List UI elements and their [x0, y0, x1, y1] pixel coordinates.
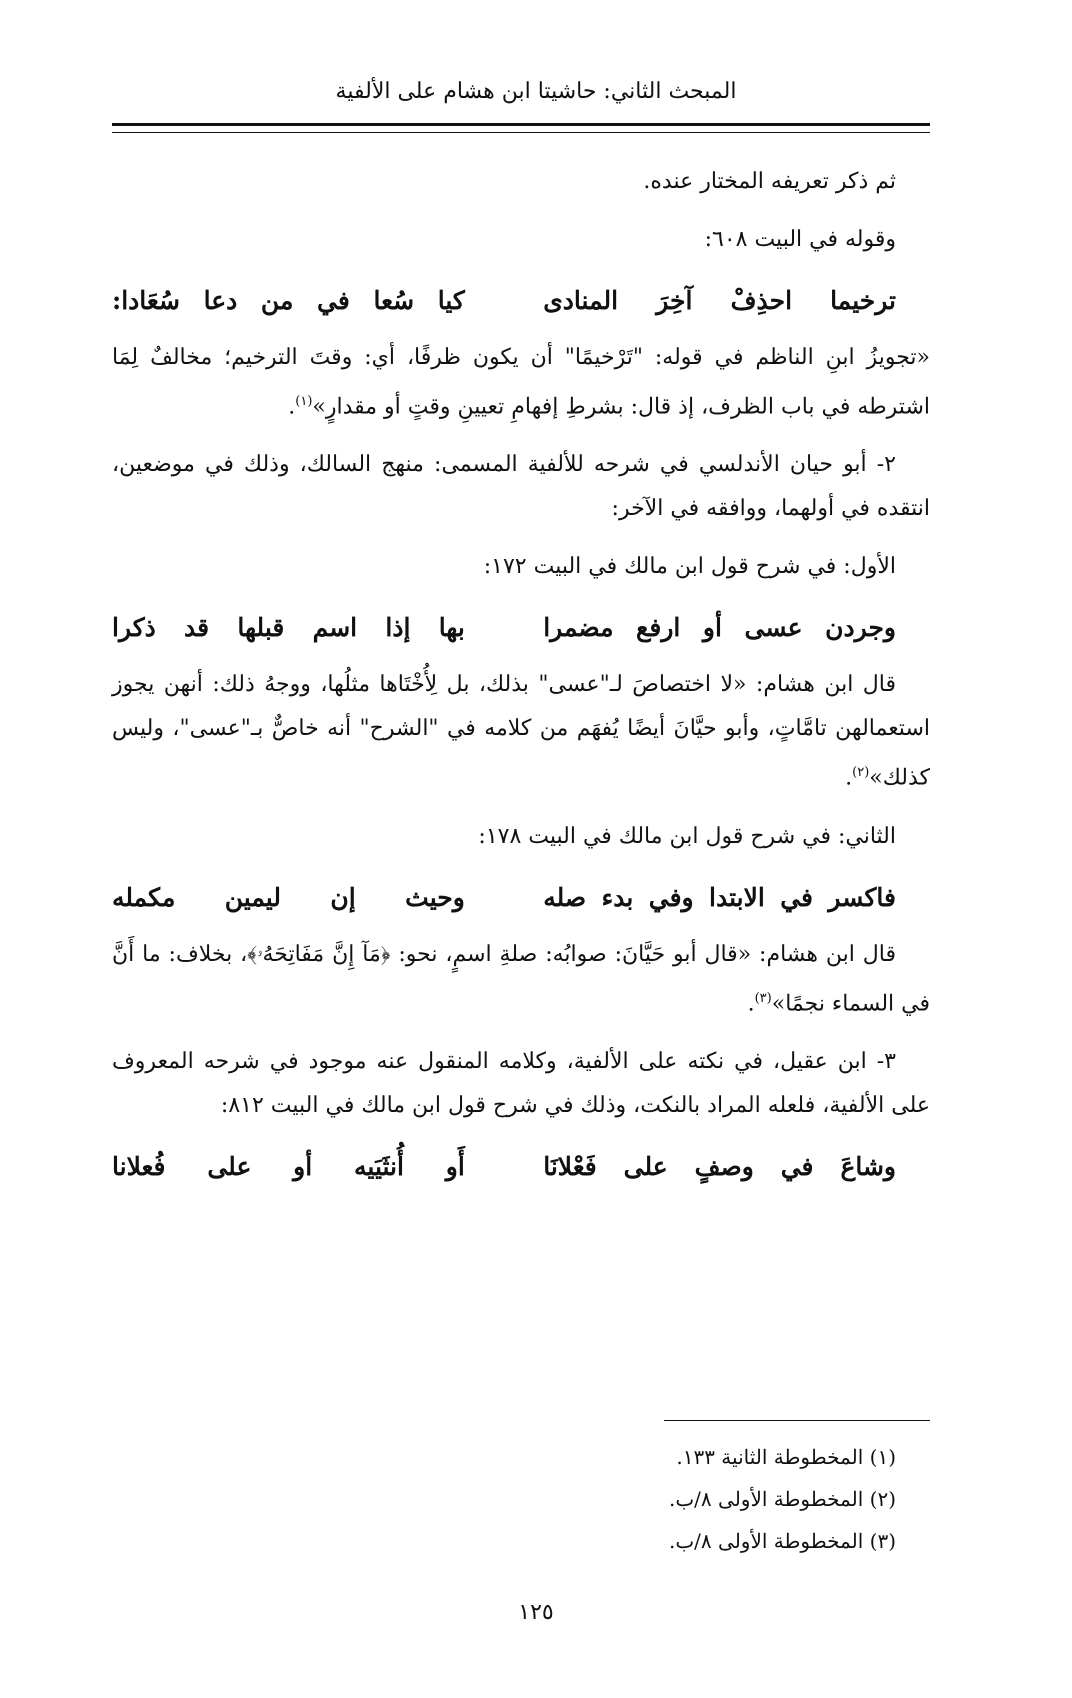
verse-line — [112, 603, 930, 653]
footnote: (٢) المخطوطة الأولى ٨/ب. — [668, 1487, 896, 1511]
quote-text: قال ابن هشام: «لا اختصاصَ لـ"عسى" بذلك، بل لِأُخْتَاها مثلُها، ووجهُ ذلك: أنهن يجوز استعمالهن تامَّاتٍ، وأبو حيَّانَ أيضًا يُفهَم من كلامه في "الشرح" أنه خاصٌّ بـ"عسى"، وليس كذلك» — [112, 672, 930, 791]
paragraph: وقوله في البيت ٦٠٨: — [704, 227, 896, 252]
verse-second-hemistich: كيا سُعا في من دعا سُعَادا: — [112, 286, 465, 315]
paragraph: قال ابن هشام: «قال أبو حَيَّانَ: صوابُه: صلةِ اسمٍ، نحو: ﴿مَآ إِنَّ مَفَاتِحَهُۥ﴾، بخلاف: ما أَنَّ في السماء نجمًا»$^{(٣)}$. — [112, 941, 930, 1016]
paragraph: قال ابن هشام: «لا اختصاصَ لـ"عسى" بذلك، بل لِأُخْتَاها مثلُها، ووجهُ ذلك: أنهن يجوز استعمالهن تامَّاتٍ، وأبو حيَّانَ أيضًا يُفهَم من كلامه في "الشرح" أنه خاصٌّ بـ"عسى"، وليس كذلك»$^{(٢)}$. — [112, 672, 930, 791]
verse-first-hemistich: فاكسر في الابتدا وفي بدء صله — [543, 882, 896, 912]
footnote-ref: (٢) — [852, 765, 870, 781]
footnote-ref: (٣) — [754, 990, 772, 1006]
footnote-ref: (١) — [295, 394, 313, 409]
footnote: (١) المخطوطة الثانية ١٣٣. — [676, 1445, 896, 1469]
header-rule-thick — [112, 123, 930, 126]
quote-text: «تجويزُ ابنِ الناظم في قوله: "تَرْخيمًا" أن يكون ظرفًا، أي: وقتَ الترخيم؛ مخالفٌ لِمَا اشترطه في باب الظرف، إذ قال: بشرطِ إفهامِ تعيينِ وقتٍ أو مقدارٍ» — [112, 345, 930, 420]
verse-first-hemistich: وشاعَ في وصفٍ على فَعْلانَا — [543, 1151, 896, 1181]
paragraph: ٣- ابن عقيل، في نكته على الألفية، وكلامه المنقول عنه موجود في شرحه المعروف على الألفية، فلعله المراد بالنكت، وذلك في شرح قول ابن مالك في البيت ٨١٢: — [112, 1048, 930, 1118]
footnotes — [112, 1436, 930, 1562]
paragraph: «تجويزُ ابنِ الناظم في قوله: "تَرْخيمًا" أن يكون ظرفًا، أي: وقتَ الترخيم؛ مخالفٌ لِمَا اشترطه في باب الظرف، إذ قال: بشرطِ إفهامِ تعيينِ وقتٍ أو مقدارٍ»$^{(١)}$. — [112, 345, 930, 420]
paragraph: ثم ذكر تعريفه المختار عنده. — [643, 169, 896, 194]
verse-second-hemistich: بها إذا اسم قبلها قد ذكرا — [112, 613, 465, 643]
paragraph: الثاني: في شرح قول ابن مالك في البيت ١٧٨: — [478, 823, 896, 849]
page-number: ١٢٥ — [518, 1600, 554, 1625]
quote-text: قال ابن هشام: «قال أبو حَيَّانَ: صوابُه: صلةِ اسمٍ، نحو: ﴿مَآ إِنَّ مَفَاتِحَهُۥ﴾، بخلاف: ما أَنَّ في السماء نجمًا» — [112, 941, 930, 1016]
verse-first-hemistich: وجردن عسى أو ارفع مضمرا — [543, 613, 896, 643]
verse-second-hemistich: أَو أُنثَيَيه أو على فُعلانا — [112, 1151, 465, 1181]
running-header: المبحث الثاني: حاشيتا ابن هشام على الألفية — [335, 79, 737, 104]
verse-line — [112, 276, 930, 326]
main-text — [112, 160, 930, 1202]
verse-line — [112, 873, 930, 923]
header-rule-thin — [112, 132, 930, 133]
paragraph: ٢- أبو حيان الأندلسي في شرحه للألفية المسمى: منهج السالك، وذلك في موضعين، انتقده في أولهما، ووافقه في الآخر: — [112, 452, 930, 522]
footnote-separator — [664, 1420, 930, 1421]
paragraph: الأول: في شرح قول ابن مالك في البيت ١٧٢: — [483, 554, 896, 580]
verse-first-hemistich: ترخيما احذِفْ آخِرَ المنادى — [543, 286, 896, 315]
verse-line — [112, 1142, 930, 1192]
footnote: (٣) المخطوطة الأولى ٨/ب. — [668, 1529, 896, 1553]
verse-second-hemistich: وحيث إن ليمين مكمله — [112, 882, 465, 912]
